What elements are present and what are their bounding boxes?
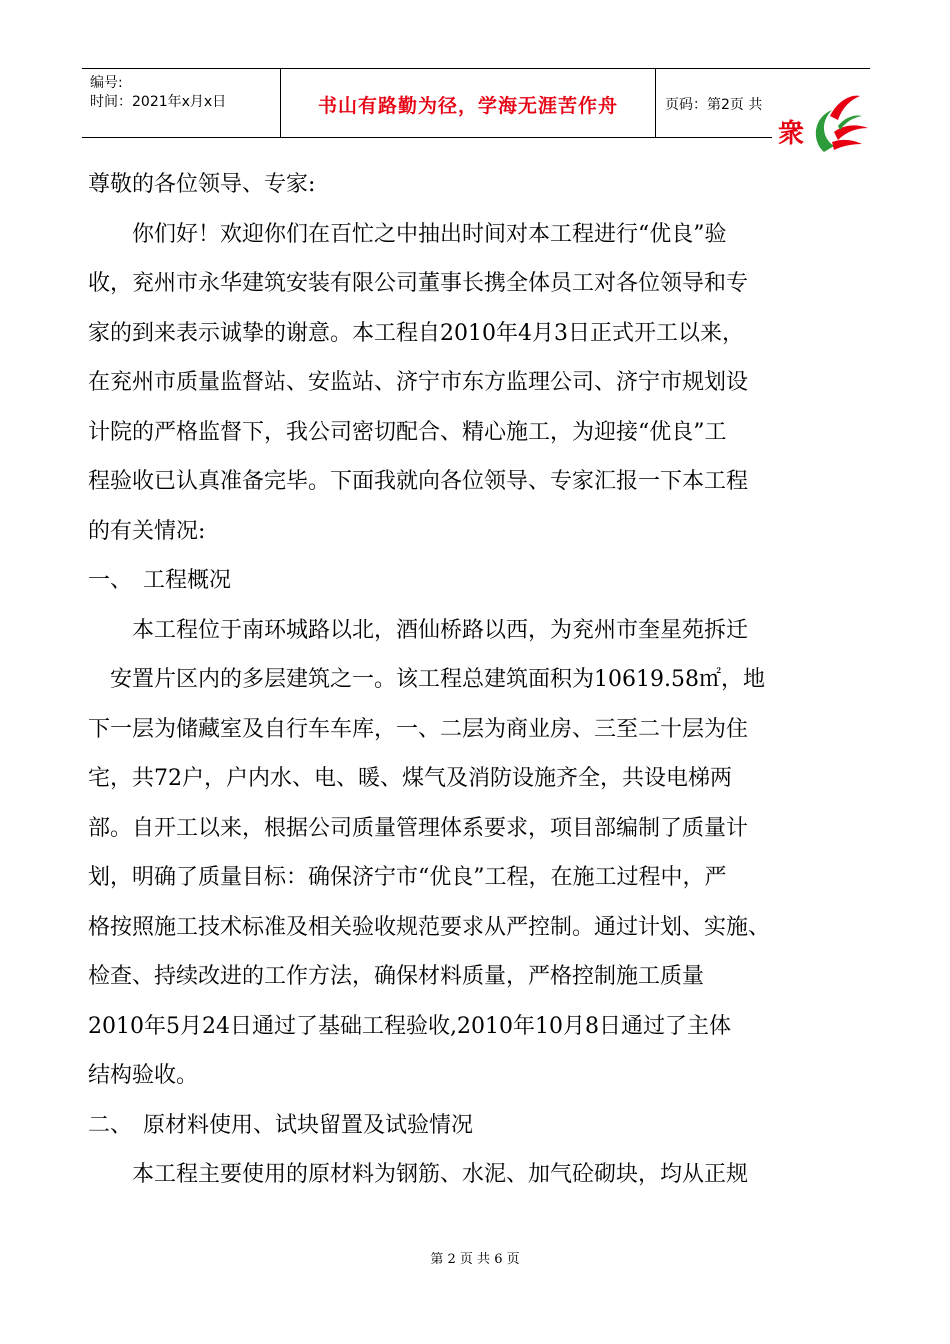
paragraph-line: 在兖州市质量监督站、安监站、济宁市东方监理公司、济宁市规划设 <box>88 370 749 395</box>
page-header <box>82 68 870 138</box>
paragraph-line: 部。自开工以来，根据公司质量管理体系要求，项目部编制了质量计 <box>88 815 749 841</box>
header-meta-cell <box>82 69 280 137</box>
paragraph-line: 安置片区内的多层建筑之一。该工程总建筑面积为10619.58㎡，地 <box>88 667 765 692</box>
section-heading: 一、 工程概况 <box>88 568 232 593</box>
paragraph-line: 计院的严格监督下，我公司密切配合、精心施工，为迎接“优良”工 <box>88 419 727 445</box>
page-code-label: 页码：第2页 共 <box>665 97 763 113</box>
paragraph-line: 收，兖州市永华建筑安装有限公司董事长携全体员工对各位领导和专 <box>88 271 749 296</box>
paragraph-line: 2010年5月24日通过了基础工程验收,2010年10月8日通过了主体 <box>88 1013 731 1039</box>
header-motto-cell <box>280 69 656 137</box>
company-logo <box>772 86 872 160</box>
paragraph-line: 程验收已认真准备完毕。下面我就向各位领导、专家汇报一下本工程 <box>88 469 749 494</box>
document-body <box>88 168 878 1208</box>
paragraph-line: 家的到来表示诚挚的谢意。本工程自2010年4月3日正式开工以来， <box>88 320 744 346</box>
page-footer: 第 2 页 共 6 页 <box>430 1252 520 1267</box>
motto-text: 书山有路勤为径，学海无涯苦作舟 <box>317 95 618 117</box>
paragraph-line: 划，明确了质量目标：确保济宁市“优良”工程，在施工过程中，严 <box>88 865 727 890</box>
paragraph-line: 宅，共72户，户内水、电、暖、煤气及消防设施齐全，共设电梯两 <box>88 766 732 791</box>
time-label: 时间：2021年x月x日 <box>90 94 227 110</box>
paragraph-line: 本工程位于南环城路以北，酒仙桥路以西，为兖州市奎星苑拆迁 <box>88 617 749 643</box>
salutation: 尊敬的各位领导、专家: <box>88 172 316 197</box>
section-heading: 二、 原材料使用、试块留置及试验情况 <box>88 1112 474 1138</box>
serial-number-label: 编号: <box>90 75 123 91</box>
paragraph-line: 结构验收。 <box>88 1063 199 1088</box>
logo-graphic <box>772 86 872 160</box>
paragraph-line: 你们好！欢迎你们在百忙之中抽出时间对本工程进行“优良”验 <box>88 221 727 247</box>
logo-mark: 衆 <box>778 119 805 149</box>
paragraph-line: 检查、持续改进的工作方法，确保材料质量，严格控制施工质量 <box>88 964 705 989</box>
paragraph-line: 格按照施工技术标准及相关验收规范要求从严控制。通过计划、实施、 <box>88 914 771 940</box>
paragraph-line: 本工程主要使用的原材料为钢筋、水泥、加气砼砌块，均从正规 <box>88 1162 749 1187</box>
paragraph-line: 的有关情况: <box>88 518 206 544</box>
paragraph-line: 下一层为储藏室及自行车车库，一、二层为商业房、三至二十层为住 <box>88 716 749 742</box>
